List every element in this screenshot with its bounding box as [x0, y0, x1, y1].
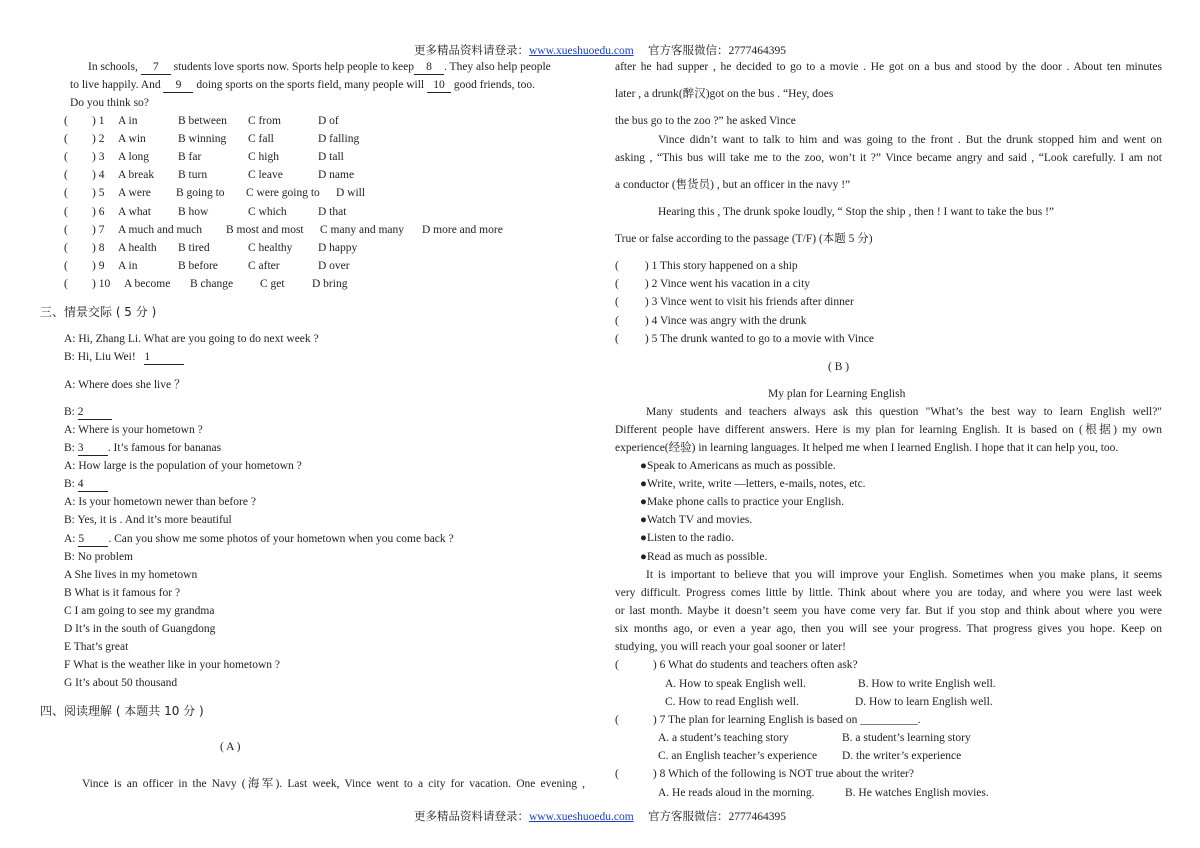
- answer-paren-open: (: [615, 768, 619, 780]
- dialog-line: [64, 532, 454, 547]
- page-header: [0, 42, 1200, 58]
- tf-statement: 4 Vince was angry with the drunk: [651, 314, 807, 327]
- dialog-line: A: Is your hometown newer than before ?: [64, 496, 256, 508]
- option-d: D that: [318, 205, 347, 218]
- q7-option-d: D. the writer’s experience: [842, 750, 962, 762]
- part-a-line: Vince is an officer in the Navy (海军). Last week, Vince went to a city for vacation. One evening ,: [82, 778, 585, 790]
- answer-paren: (: [64, 205, 68, 218]
- q6-option-b: B. How to write English well.: [858, 678, 996, 690]
- dialog-blank-1: 1: [144, 350, 184, 365]
- cloze-blank-7: 7: [141, 60, 171, 75]
- dialog-line: [64, 405, 112, 420]
- option-c: C high: [248, 151, 279, 164]
- option-d: D more and more: [422, 223, 503, 236]
- option: G It’s about 50 thousand: [64, 677, 178, 689]
- text: doing sports on the sports field, many people will: [196, 79, 425, 91]
- cloze-line-2: [70, 78, 535, 93]
- tf-statement: 5 The drunk wanted to go to a movie with Vince: [651, 332, 875, 345]
- answer-paren-close: ): [652, 768, 657, 780]
- item-number: ) 10: [92, 277, 111, 290]
- question-text: 6 What do students and teachers often ask?: [659, 659, 858, 671]
- answer-paren-open: (: [615, 659, 619, 671]
- cloze-blank-8: 8: [414, 60, 444, 75]
- option: F What is the weather like in your hometown ?: [64, 659, 281, 671]
- answer-paren-close: ): [644, 332, 649, 345]
- q6-option-d: D. How to learn English well.: [855, 696, 993, 708]
- tf-statement: 1 This story happened on a ship: [651, 260, 798, 272]
- para2-line: or last month. Maybe it doesn’t seem you have come very far. But if you stop and think about where you were: [615, 605, 1162, 617]
- item-number: ) 7: [92, 223, 105, 236]
- text: In schools,: [88, 61, 138, 73]
- item-number: ) 8: [92, 241, 105, 254]
- bullet-item: ●Speak to Americans as much as possible.: [640, 460, 836, 472]
- item-number: ) 5: [92, 187, 105, 200]
- option-d: D will: [336, 187, 366, 200]
- option-c: C fall: [248, 133, 274, 146]
- option-a: A health: [118, 241, 157, 254]
- tf-item: [615, 295, 854, 309]
- option-b: B how: [178, 205, 209, 218]
- dialog-line: A: Hi, Zhang Li. What are you going to do next week ?: [64, 333, 319, 345]
- option-b: B between: [178, 115, 227, 127]
- option: E That’s great: [64, 641, 129, 653]
- answer-paren-close: ): [644, 296, 649, 309]
- dialog-line: A: How large is the population of your hometown ?: [64, 460, 302, 472]
- answer-paren-close: ): [652, 714, 657, 726]
- tf-item: [615, 314, 807, 328]
- footer-prefix: 更多精品资料请登录：: [413, 811, 529, 823]
- option-d: D happy: [318, 241, 358, 254]
- para2-line: six months ago, or even a year ago, then you will see your progress. That progress gives you hope. Keep on: [615, 623, 1162, 635]
- passage-line: after he had supper , he decided to go to a movie . He got on a bus and stood by the door . About ten minutes: [615, 61, 1162, 73]
- option: B What is it famous for ?: [64, 587, 181, 599]
- part-b-para-line: experience(经验) in learning languages. It helped me when I learned English. I hope that it can help you, too.: [615, 442, 1119, 454]
- cloze-line-3: Do you think so?: [70, 97, 149, 109]
- answer-paren: (: [64, 259, 68, 272]
- dialog-blank-2: 2: [78, 405, 112, 420]
- option-a: A what: [118, 205, 151, 218]
- item-number: ) 3: [92, 151, 105, 164]
- item-number: ) 9: [92, 259, 105, 272]
- q7-option-c: C. an English teacher’s experience: [658, 750, 818, 762]
- answer-paren-close: ): [652, 659, 657, 671]
- option-a: A become: [124, 277, 171, 290]
- bullet-item: ●Write, write, write —letters, e-mails, notes, etc.: [640, 478, 866, 490]
- option-d: D falling: [318, 133, 360, 146]
- option-b: B going to: [176, 187, 225, 200]
- q8-option-a: A. He reads aloud in the morning.: [658, 787, 815, 799]
- answer-paren-open: (: [615, 714, 619, 726]
- dialog-line: B: No problem: [64, 551, 133, 563]
- option-a: A much and much: [118, 223, 202, 236]
- cloze-line-1: [88, 60, 551, 75]
- option-c: C from: [248, 115, 281, 127]
- part-b-para-line: Many students and teachers always ask this question "What’s the best way to learn English well?": [646, 406, 1162, 418]
- answer-paren: (: [64, 277, 68, 290]
- passage-line: Hearing this , The drunk spoke loudly, “ Stop the ship , then ! I want to take the bus !”: [658, 206, 1055, 218]
- option-a: A win: [118, 133, 146, 146]
- answer-paren-open: (: [615, 278, 619, 291]
- option-b: B turn: [178, 169, 208, 182]
- text: B:: [64, 406, 75, 418]
- para2-line: very difficult. Progress comes little by little. Think about where you are today, and where you were last week: [615, 587, 1162, 599]
- answer-paren-open: (: [615, 314, 619, 327]
- option-a: A were: [118, 187, 151, 200]
- dialog-line: A: Where does she live ？: [64, 379, 186, 391]
- cloze-blank-10: 10: [427, 78, 451, 93]
- dialog-line: A: Where is your hometown ?: [64, 424, 203, 436]
- option-b: B tired: [178, 241, 210, 254]
- tf-item: [615, 259, 798, 273]
- bullet-item: ●Watch TV and movies.: [640, 514, 753, 526]
- text: B:: [64, 478, 75, 490]
- item-number: ) 6: [92, 205, 105, 218]
- option-b: B most and most: [226, 223, 304, 236]
- option-c: C healthy: [248, 241, 293, 254]
- option-c: C get: [260, 277, 285, 290]
- header-suffix: 官方客服微信：2777464395: [648, 45, 787, 57]
- question-text: 8 Which of the following is NOT true about the writer?: [659, 768, 914, 780]
- text: . It’s famous for bananas: [107, 442, 222, 454]
- bullet-item: ●Read as much as possible.: [640, 551, 768, 563]
- option: A She lives in my hometown: [64, 569, 198, 581]
- option-d: D tall: [318, 151, 344, 164]
- para2-line: studying, you will reach your goal sooner or later!: [615, 641, 846, 653]
- option-a: A in: [118, 259, 138, 272]
- text: B: Hi, Liu Wei!: [64, 351, 136, 363]
- header-link[interactable]: www.xueshuoedu.com: [528, 45, 634, 57]
- option-b: B change: [190, 277, 234, 290]
- option-c: C after: [248, 259, 280, 272]
- question-7: [615, 713, 921, 727]
- q7-option-b: B. a student’s learning story: [842, 732, 971, 744]
- text: . Can you show me some photos of your hometown when you come back ?: [108, 533, 454, 545]
- answer-paren: (: [64, 169, 68, 182]
- answer-paren: (: [64, 187, 68, 200]
- answer-paren: (: [64, 133, 68, 146]
- cloze-blank-9: 9: [163, 78, 193, 93]
- answer-paren-open: (: [615, 260, 619, 272]
- option-a: A long: [118, 151, 149, 164]
- bullet-item: ●Listen to the radio.: [640, 532, 734, 544]
- option: D It’s in the south of Guangdong: [64, 623, 216, 635]
- answer-paren-open: (: [615, 296, 619, 309]
- page-footer: [0, 808, 1200, 824]
- option-c: C which: [248, 205, 287, 218]
- option-d: D name: [318, 169, 355, 182]
- section4-title: 四、阅读理解 ( 本题共 10 分 ): [40, 704, 204, 718]
- text: students love sports now. Sports help people to keep: [173, 61, 414, 73]
- passage-line: a conductor (售货员) , but an officer in the navy !”: [615, 179, 851, 191]
- q6-option-a: A. How to speak English well.: [665, 678, 806, 690]
- part-b-para-line: Different people have different answers. Here is my plan for learning English. It is based on (根据) my own: [615, 424, 1162, 436]
- dialog-blank-5: 5: [78, 532, 108, 547]
- passage-line: Vince didn’t want to talk to him and was going to the front . But the drunk stopped him and went on: [658, 134, 1162, 146]
- option: C I am going to see my grandma: [64, 605, 215, 617]
- part-b-title: My plan for Learning English: [768, 388, 906, 400]
- dialog-blank-4: 4: [78, 477, 108, 492]
- dialog-blank-3: 3: [78, 441, 108, 456]
- dialog-line: [64, 350, 184, 365]
- section3-title: 三、情景交际 ( 5 分 ): [40, 305, 157, 319]
- option-b: B winning: [178, 133, 227, 146]
- option-b: B far: [178, 151, 202, 164]
- footer-link[interactable]: www.xueshuoedu.com: [528, 811, 634, 823]
- tf-item: [615, 277, 810, 291]
- dialog-line: [64, 441, 221, 456]
- option-c: C many and many: [320, 223, 404, 236]
- para2-line: It is important to believe that you will improve your English. Sometimes when you make plans, it seems: [646, 569, 1162, 581]
- answer-paren: (: [64, 115, 68, 127]
- q7-option-a: A. a student’s teaching story: [658, 732, 789, 744]
- part-a-label: ( A ): [220, 741, 241, 753]
- dialog-line: B: Yes, it is . And it’s more beautiful: [64, 514, 232, 526]
- option-a: A in: [118, 115, 138, 127]
- answer-paren-open: (: [615, 332, 619, 345]
- answer-paren-close: ): [644, 314, 649, 327]
- option-c: C leave: [248, 169, 283, 182]
- item-number: ) 1: [92, 115, 105, 127]
- text: B:: [64, 442, 75, 454]
- option-d: D over: [318, 259, 350, 272]
- text: good friends, too.: [453, 79, 535, 91]
- question-text: 7 The plan for learning English is based on __________.: [659, 714, 921, 726]
- question-6: [615, 658, 858, 672]
- passage-line: the bus go to the zoo ?” he asked Vince: [615, 115, 796, 127]
- passage-line: asking , “This bus will take me to the zoo, won’t it ?” Vince became angry and said , “Look carefully. I am not: [615, 152, 1162, 164]
- footer-suffix: 官方客服微信：2777464395: [648, 811, 787, 823]
- text: . They also help people: [444, 61, 551, 73]
- answer-paren: (: [64, 241, 68, 254]
- text: A:: [64, 533, 76, 545]
- question-8: [615, 767, 914, 781]
- option-b: B before: [178, 259, 218, 272]
- answer-paren: (: [64, 223, 68, 236]
- answer-paren: (: [64, 151, 68, 164]
- q8-option-b: B. He watches English movies.: [845, 787, 989, 799]
- tf-title: True or false according to the passage (T/F) (本题 5 分): [615, 233, 873, 245]
- option-d: D of: [318, 115, 339, 127]
- answer-paren-close: ): [644, 260, 649, 272]
- tf-statement: 2 Vince went his vacation in a city: [651, 278, 811, 291]
- option-c: C were going to: [246, 187, 320, 200]
- tf-item: [615, 332, 874, 346]
- dialog-line: [64, 477, 108, 492]
- passage-line: later , a drunk(醉汉)got on the bus . “Hey, does: [615, 88, 834, 100]
- item-number: ) 4: [92, 169, 105, 182]
- tf-statement: 3 Vince went to visit his friends after dinner: [651, 296, 854, 309]
- bullet-item: ●Make phone calls to practice your English.: [640, 496, 844, 508]
- option-a: A break: [118, 169, 155, 182]
- text: to live happily. And: [70, 79, 161, 91]
- item-number: ) 2: [92, 133, 105, 146]
- part-b-label: ( B ): [828, 361, 850, 373]
- header-prefix: 更多精品资料请登录：: [413, 45, 529, 57]
- option-d: D bring: [312, 277, 348, 290]
- q6-option-c: C. How to read English well.: [665, 696, 799, 708]
- answer-paren-close: ): [644, 278, 649, 291]
